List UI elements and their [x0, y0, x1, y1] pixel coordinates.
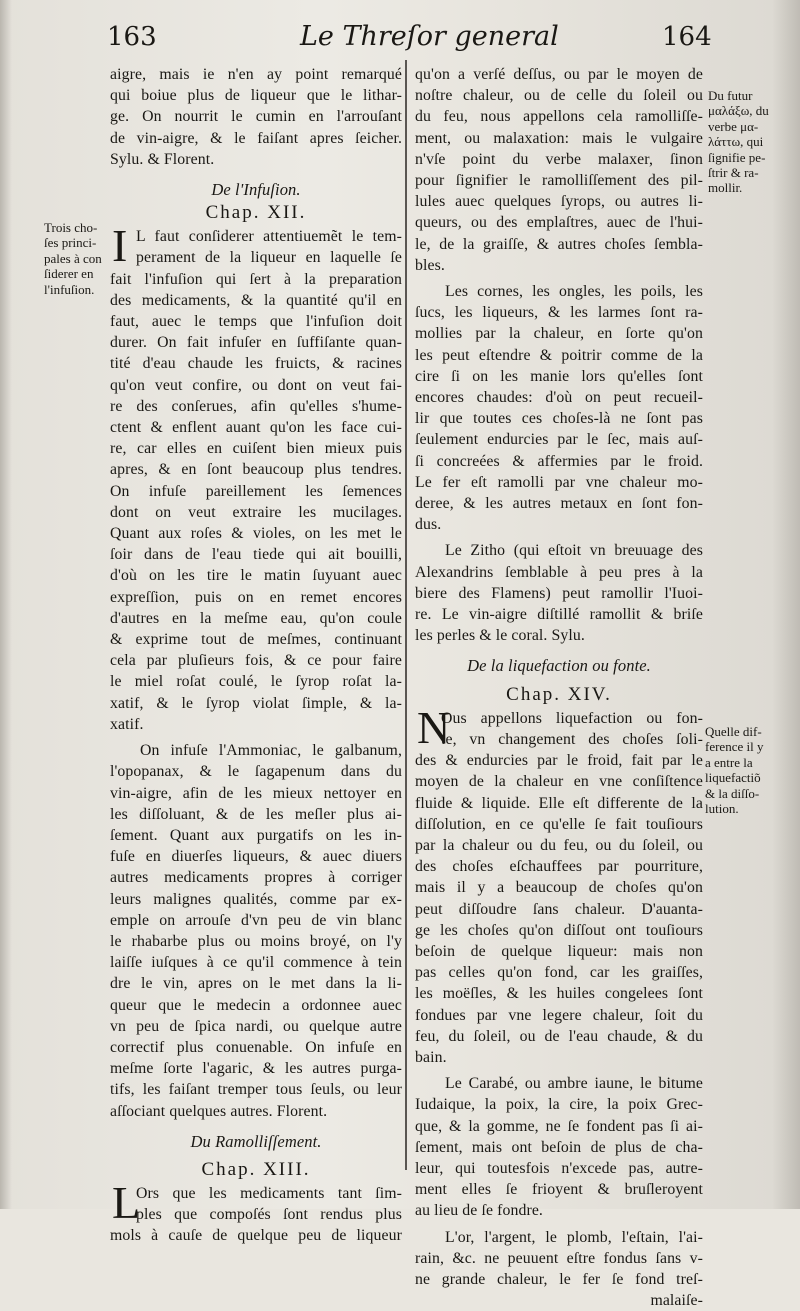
binding-shadow: [0, 0, 12, 1209]
text-line: des choſes eſchauffees par pourriture,: [415, 858, 703, 876]
text-line: bles.: [415, 256, 445, 274]
margin-note-line: mollir.: [708, 180, 743, 196]
text-line: n'vſe point du verbe malaxer, ſinon: [415, 150, 703, 168]
left-column: [110, 64, 402, 1247]
margin-note-line: pales à con: [44, 250, 102, 266]
text-line: laiſſe iuſques à ce qu'il commence à tein: [110, 954, 402, 972]
margin-note-line: liquefactiõ: [705, 770, 761, 786]
right-column: [415, 64, 703, 1311]
text-line: les diſſoluant, & de les meſler plus ai-: [110, 805, 402, 823]
text-line: L'or, l'argent, le plomb, l'eſtain, l'ai-: [445, 1228, 703, 1246]
text-line: leurs malignes qualités, comme par ex-: [110, 890, 402, 908]
text-line: vin-aigre, afin de les mieux nettoyer en: [110, 784, 402, 802]
text-line: d'autres en la meſme eau, qu'on coule: [110, 609, 402, 627]
margin-note-line: Trois cho-: [44, 220, 98, 235]
text-line: On infuſe l'Ammoniac, le galbanum,: [140, 742, 402, 760]
text-line: de vin-aigre, & le faiſant apres ſeicher.: [110, 129, 402, 147]
drop-cap: N: [417, 701, 451, 753]
margin-note-line: lution.: [705, 801, 739, 817]
text-line: qu'on veut confire, ou dont on veut fai-: [110, 376, 402, 394]
text-line: ſucs, les liqueurs, & les larmes ſont ra-: [415, 304, 703, 322]
text-line: re. Le vin-aigre diſtillé ramollit & briſe: [415, 606, 703, 624]
text-line: mollies par la chaleur, en ſorte qu'on: [415, 325, 703, 343]
section-title: Du Ramolliſſement.: [190, 1131, 322, 1151]
text-line: le rhabarbe plus ou moins broyé, on l'y: [110, 932, 402, 950]
margin-note-line: ference il y: [705, 739, 764, 755]
text-line: ſoir dans de l'eau tiede qui ait bouilli,: [110, 546, 402, 564]
text-line: des medicaments, & la quantité qu'il en: [110, 291, 402, 309]
text-line: lules auec quelques ſyrops, ou autres li-: [415, 193, 703, 211]
text-line: Iudaique, la poix, la cire, la poix Grec-: [415, 1096, 703, 1114]
paragraph: [110, 64, 402, 170]
text-line: bain.: [415, 1048, 447, 1066]
text-line: Quant aux roſes & violes, on les met le: [110, 525, 402, 543]
chapter-heading: Chap. XIII.: [201, 1158, 311, 1180]
text-line: tité d'eau chaude les fruicts, & racines: [110, 355, 402, 373]
text-line: vn peu de ſpica nardi, ou quelque autre: [110, 1017, 402, 1035]
paragraph: [415, 281, 703, 535]
text-line: fait l'infuſion qui ſert à la preparation: [110, 270, 402, 288]
text-line: pas celles qu'on fond, car les graiſſes,: [415, 964, 703, 982]
text-line: re des conſerues, afin qu'elles s'hume-: [110, 397, 402, 415]
text-line: & exprime tout de meſmes, continuant: [110, 631, 402, 649]
paragraph: [110, 1176, 402, 1247]
text-line: les perles & le coral. Sylu.: [415, 627, 585, 645]
text-line: ne grande chaleur, le fer ſe fond treſ-: [415, 1270, 703, 1288]
text-line: le miel roſat coulé, le ſyrop roſat la-: [110, 673, 402, 691]
left-page-number: 163: [107, 22, 157, 52]
drop-cap: I: [112, 220, 128, 272]
text-line: xatif, & le ſyrop violat ſimple, & la-: [110, 694, 402, 712]
margin-note-line: verbe μα-: [708, 118, 759, 134]
margin-note-left: [44, 220, 116, 297]
text-line: te, vn changement des choſes ſoli-: [441, 730, 703, 748]
margin-note-line: ſiderer en: [44, 266, 94, 282]
text-line: Le Carabé, ou ambre iaune, le bitume: [445, 1075, 703, 1093]
text-line: ment, ou malaxation: mais le vulgaire: [415, 129, 703, 147]
text-line: qu'on a verſé deſſus, ou par le moyen de: [415, 66, 703, 83]
text-line: Le fer eſt ramolli par vne chaleur mo-: [415, 473, 703, 491]
catchword: malaiſe-: [650, 1292, 703, 1310]
text-line: On infuſe pareillement les ſemences: [110, 482, 402, 500]
text-line: Sylu. & Florent.: [110, 150, 215, 168]
text-line: ge les choſes qu'on diſſout ont touſiours: [415, 921, 703, 939]
paragraph: [110, 220, 402, 735]
text-line: dus.: [415, 516, 442, 534]
section-title: De la liquefaction ou fonte.: [467, 656, 651, 676]
text-line: queurs, ou des emplaſtres, auec de l'hui-: [415, 214, 703, 232]
text-line: ſeulement endurcies par le ſec, mais auſ-: [415, 431, 703, 449]
text-line: le, de la graiſſe, & autres choſes ſembla-: [415, 235, 703, 253]
paragraph: [415, 701, 703, 1068]
text-line: cela par pluſieurs fois, & ce pour faire: [110, 652, 402, 670]
text-line: xatif.: [110, 715, 144, 733]
text-line: feu, du ſoleil, ou de l'eau chaude, & du: [415, 1027, 703, 1045]
text-line: par la chaleur ou du feu, ou du ſoleil, ou: [415, 836, 703, 854]
column-divider: [405, 60, 407, 1170]
text-line: des & endurcies par le froid, fait par le: [415, 752, 703, 770]
text-line: moyen de la chaleur en vne conſiſtence: [415, 773, 703, 791]
text-line: L faut conſiderer attentiuemẽt le tem-: [136, 228, 402, 246]
text-line: les peut eſtendre & poitrir comme de la: [415, 346, 703, 364]
text-line: mols à cauſe de quelque peu de liqueur: [110, 1227, 402, 1245]
text-line: dont on veut extraire les mucilages.: [110, 503, 402, 521]
text-line: fuſe en diuerſes liqueurs, & auec diuers: [110, 848, 402, 866]
text-line: queur que le medecin a ordonnee auec: [110, 996, 402, 1014]
margin-note-line: l'infuſion.: [44, 281, 95, 297]
paragraph: [415, 540, 703, 646]
text-line: autres medicaments propres à corriger: [110, 869, 402, 887]
text-line: apres, & en ſont beaucoup plus tendres.: [110, 461, 402, 479]
margin-note-right-difference: [705, 724, 797, 816]
text-line: durer. On fait infuſer en ſuffiſante quan-: [110, 334, 402, 352]
margin-note-line: Du futur: [708, 88, 753, 103]
paragraph: [415, 1073, 703, 1221]
text-line: tifs, les faiſant tremper tous ſeuls, ou leur: [110, 1081, 402, 1099]
text-line: emple on arrouſe d'vn peu de vin blanc: [110, 911, 402, 929]
chapter-heading: Chap. XIV.: [506, 683, 612, 705]
text-line: que, & la gomme, ne ſe fondent pas ſi ai-: [415, 1117, 703, 1135]
text-line: dre le vin, apres on le met dans la li-: [110, 975, 402, 993]
right-page-number: 164: [662, 22, 712, 52]
paragraph: [415, 1227, 703, 1311]
margin-note-line: a entre la: [705, 754, 753, 770]
text-line: biere des Flamens) peut ramollir l'Iuoi-: [415, 584, 703, 602]
text-line: correctif plus conuenable. On infuſe en: [110, 1038, 402, 1056]
text-line: ſement. Quant aux purgatifs on les in-: [110, 826, 402, 844]
text-line: l'opopanax, & le ſagapenum dans du: [110, 763, 402, 781]
text-line: faut, auec le temps que l'infuſion doit: [110, 313, 402, 331]
text-line: perament de la liqueur en laquelle ſe: [136, 249, 402, 267]
margin-note-line: ſtrir & ra-: [708, 165, 759, 181]
margin-note-line: ſignifie pe-: [708, 149, 766, 165]
text-line: re, car elles en cuiſent bien mieux puis: [110, 440, 402, 458]
text-line: mais il y a beaucoup de choſes qu'on: [415, 879, 703, 897]
text-line: beſoin de quelque liqueur: mais non: [415, 942, 703, 960]
paragraph: [415, 64, 703, 276]
paragraph: [110, 740, 402, 1122]
text-line: leur, qui toutesfois n'excede pas, autre-: [415, 1159, 703, 1177]
chapter-heading: Chap. XII.: [205, 202, 307, 224]
running-title: Le Threſor general: [300, 21, 559, 52]
margin-note-line: λάττω, qui: [708, 134, 764, 150]
text-line: rain, &c. ne peuuent eſtre fondus ſans v-: [415, 1249, 703, 1267]
text-line: lir que toutes ces choſes-là ne ſont pas: [415, 410, 703, 428]
text-line: diſſolution, en ce qu'elle ſe fait touſiours: [415, 815, 703, 833]
text-line: d'où on les tire le matin ſuyuant auec: [110, 567, 402, 585]
text-line: fluide & liquide. Elle eſt differente de la: [415, 794, 703, 812]
text-line: Alexandrins ſemblable à peu pres à la: [415, 563, 703, 581]
drop-cap: L: [112, 1176, 141, 1228]
text-line: pour ſignifier le ramolliſſement des pil-: [415, 172, 703, 190]
text-line: Ors que les medicaments tant ſim-: [136, 1184, 402, 1202]
text-line: cire ſi on les manie lors qu'elles ſont: [415, 367, 703, 385]
text-line: au lieu de ſe fondre.: [415, 1202, 543, 1220]
text-line: fondues par vne legere chaleur, ſoit du: [415, 1006, 703, 1024]
text-line: qui boiue plus de liqueur que le lithar-: [110, 87, 402, 105]
margin-note-line: Quelle dif-: [705, 724, 762, 739]
text-line: les moëſles, & les huiles congelees ſont: [415, 985, 703, 1003]
text-line: ctent & enflent auant qu'on les face cui-: [110, 419, 402, 437]
margin-note-line: μαλάξω, du: [708, 103, 769, 119]
margin-note-right-etymology: [708, 88, 800, 196]
text-line: ment elles ſe frioyent & bruſleroyent: [415, 1181, 703, 1199]
text-line: noſtre chaleur, ou de celle du ſoleil ou: [415, 87, 703, 105]
text-line: ſement, mais ont beſoin de plus de cha-: [415, 1138, 703, 1156]
text-line: ples que compoſés ſont rendus plus: [136, 1206, 402, 1224]
text-line: aſſociant quelques autres. Florent.: [110, 1102, 328, 1120]
text-line: peut diſſoudre ſans chaleur. D'auanta-: [415, 900, 703, 918]
margin-note-line: ſes princi-: [44, 235, 97, 251]
text-line: du feu, nous appellons cela ramolliſſe-: [415, 108, 703, 126]
text-line: Ous appellons liquefaction ou fon-: [441, 709, 703, 727]
text-line: expreſſion, puis on en remet encores: [110, 588, 402, 606]
margin-note-line: & la diſſo-: [705, 785, 760, 801]
text-line: Les cornes, les ongles, les poils, les: [445, 283, 703, 301]
text-line: Le Zitho (qui eſtoit vn breuuage des: [445, 542, 703, 560]
text-line: ge. On nourrit le cumin en l'arrouſant: [110, 108, 402, 126]
text-line: encores chaudes: d'où on peut recueil-: [415, 389, 703, 407]
text-line: aigre, mais ie n'en ay point remarqué: [110, 66, 402, 83]
text-line: deree, & les autres metaux en ſont fon-: [415, 495, 703, 513]
section-title: De l'Infuſion.: [211, 180, 301, 200]
text-line: ſi concreées & affermies par le froid.: [415, 452, 703, 470]
text-line: meſme ſorte l'agaric, & les autres purga-: [110, 1060, 402, 1078]
